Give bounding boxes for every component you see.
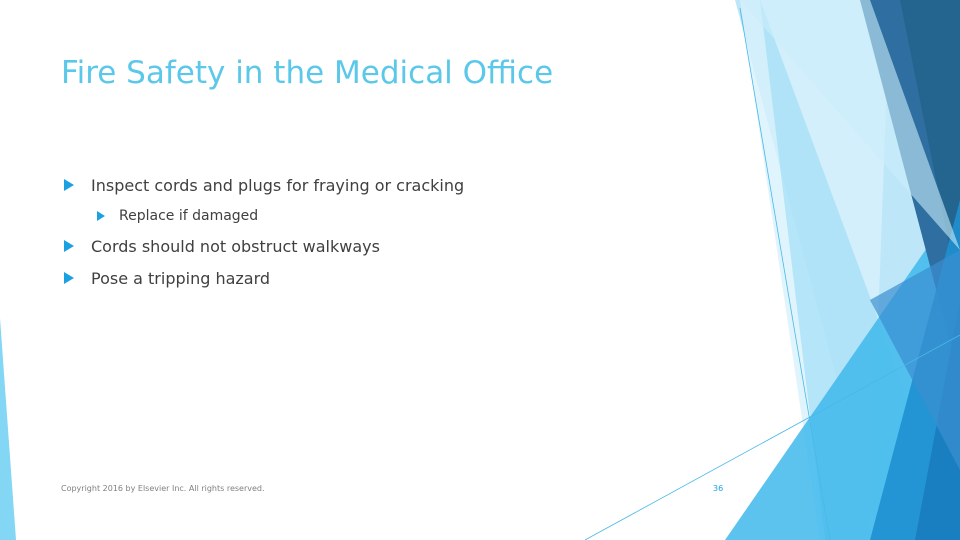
bullet-arrow-icon	[97, 211, 105, 221]
bullet-arrow-icon	[64, 240, 74, 252]
bullet-text: Pose a tripping hazard	[91, 268, 271, 288]
bullet-arrow-icon	[64, 272, 74, 284]
bullet-item	[64, 267, 270, 289]
bullet-item	[64, 174, 464, 196]
slide-number: 36	[713, 484, 724, 493]
bullet-item	[64, 235, 380, 257]
bullet-arrow-icon	[64, 179, 74, 191]
bullet-text: Inspect cords and plugs for fraying or cracking	[91, 175, 465, 195]
sub-bullet-item	[97, 205, 258, 227]
copyright-footer: Copyright 2016 by Elsevier Inc. All rights reserved.	[61, 484, 265, 493]
slide-title: Fire Safety in the Medical Office	[61, 55, 554, 91]
sub-bullet-text: Replace if damaged	[119, 208, 259, 224]
bullet-text: Cords should not obstruct walkways	[91, 236, 380, 256]
